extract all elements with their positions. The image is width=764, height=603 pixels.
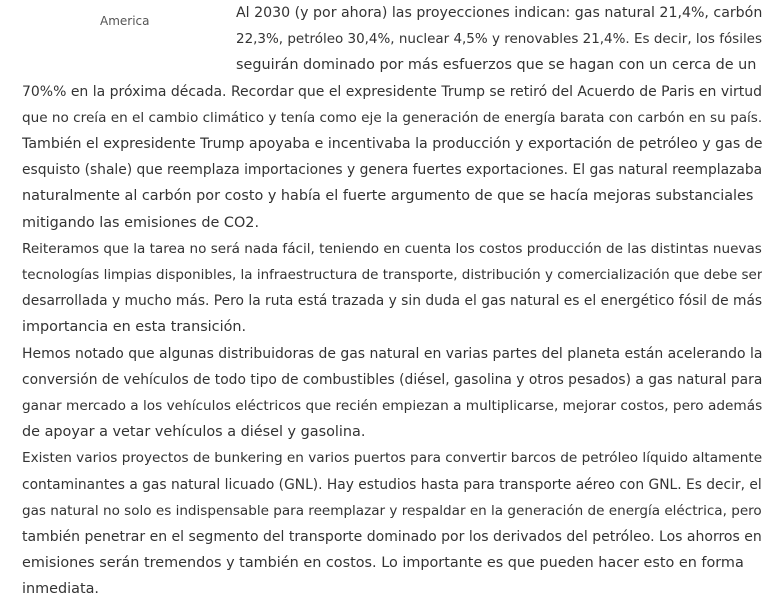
paragraph-line: También el expresidente Trump apoyaba e incentivaba la producción y exportación de petróleo y gas de	[22, 136, 762, 153]
paragraph-line: Existen varios proyectos de bunkering en varios puertos para convertir barcos de petróleo líquido altamente	[22, 450, 762, 467]
paragraph-line: naturalmente al carbón por costo y había el fuerte argumento de que se hacía mejoras substanciales	[22, 188, 754, 205]
paragraph-line: conversión de vehículos de todo tipo de combustibles (diésel, gasolina y otros pesados) a gas natural para	[22, 371, 762, 388]
caption-text: America	[100, 14, 150, 28]
paragraph-line: importancia en esta transición.	[22, 319, 247, 336]
paragraph-line: desarrollada y mucho más. Pero la ruta está trazada y sin duda el gas natural es el energético fósil de más	[22, 293, 762, 310]
paragraph-line: 70%% en la próxima década. Recordar que el expresidente Trump se retiró del Acuerdo de Paris en virtud	[22, 83, 762, 100]
paragraph-line: de apoyar a vetar vehículos a diésel y gasolina.	[22, 424, 366, 441]
paragraph-line: 22,3%, petróleo 30,4%, nuclear 4,5% y renovables 21,4%. Es decir, los fósiles	[236, 31, 762, 48]
paragraph-line: esquisto (shale) que reemplaza importaciones y genera fuertes exportaciones. El gas natural reemplazaba	[22, 162, 762, 179]
paragraph-line: también penetrar en el segmento del transporte dominado por los derivados del petróleo. Los ahorros en	[22, 529, 762, 546]
paragraph-line: gas natural no solo es indispensable para reemplazar y respaldar en la generación de energía eléctrica, pero	[22, 502, 762, 519]
paragraph-line: que no creía en el cambio climático y tenía como eje la generación de energía barata con carbón en su país.	[22, 109, 762, 126]
paragraph-line: emisiones serán tremendos y también en costos. Lo importante es que pueden hacer esto en forma	[22, 555, 744, 572]
paragraph-line: seguirán dominado por más esfuerzos que se hagan con un cerca de un	[236, 57, 757, 74]
figure-caption	[22, 0, 216, 54]
paragraph-line: inmediata.	[22, 581, 99, 598]
paragraph-line: Al 2030 (y por ahora) las proyecciones indican: gas natural 21,4%, carbón	[236, 5, 762, 21]
paragraph-line: tecnologías limpias disponibles, la infraestructura de transporte, distribución y comercialización que debe ser	[22, 267, 762, 284]
paragraph-line: mitigando las emisiones de CO2.	[22, 214, 260, 231]
paragraph-line: ganar mercado a los vehículos eléctricos que recién empiezan a multiplicarse, mejorar costos, pero además	[22, 398, 762, 415]
paragraph-line: contaminantes a gas natural licuado (GNL). Hay estudios hasta para transporte aéreo con GNL. Es decir, el	[22, 476, 762, 493]
paragraph-line: Hemos notado que algunas distribuidoras de gas natural en varias partes del planeta están acelerando la	[22, 345, 762, 362]
paragraph-line: Reiteramos que la tarea no será nada fácil, teniendo en cuenta los costos producción de las distintas nuevas	[22, 240, 762, 257]
article-body	[22, 0, 762, 598]
